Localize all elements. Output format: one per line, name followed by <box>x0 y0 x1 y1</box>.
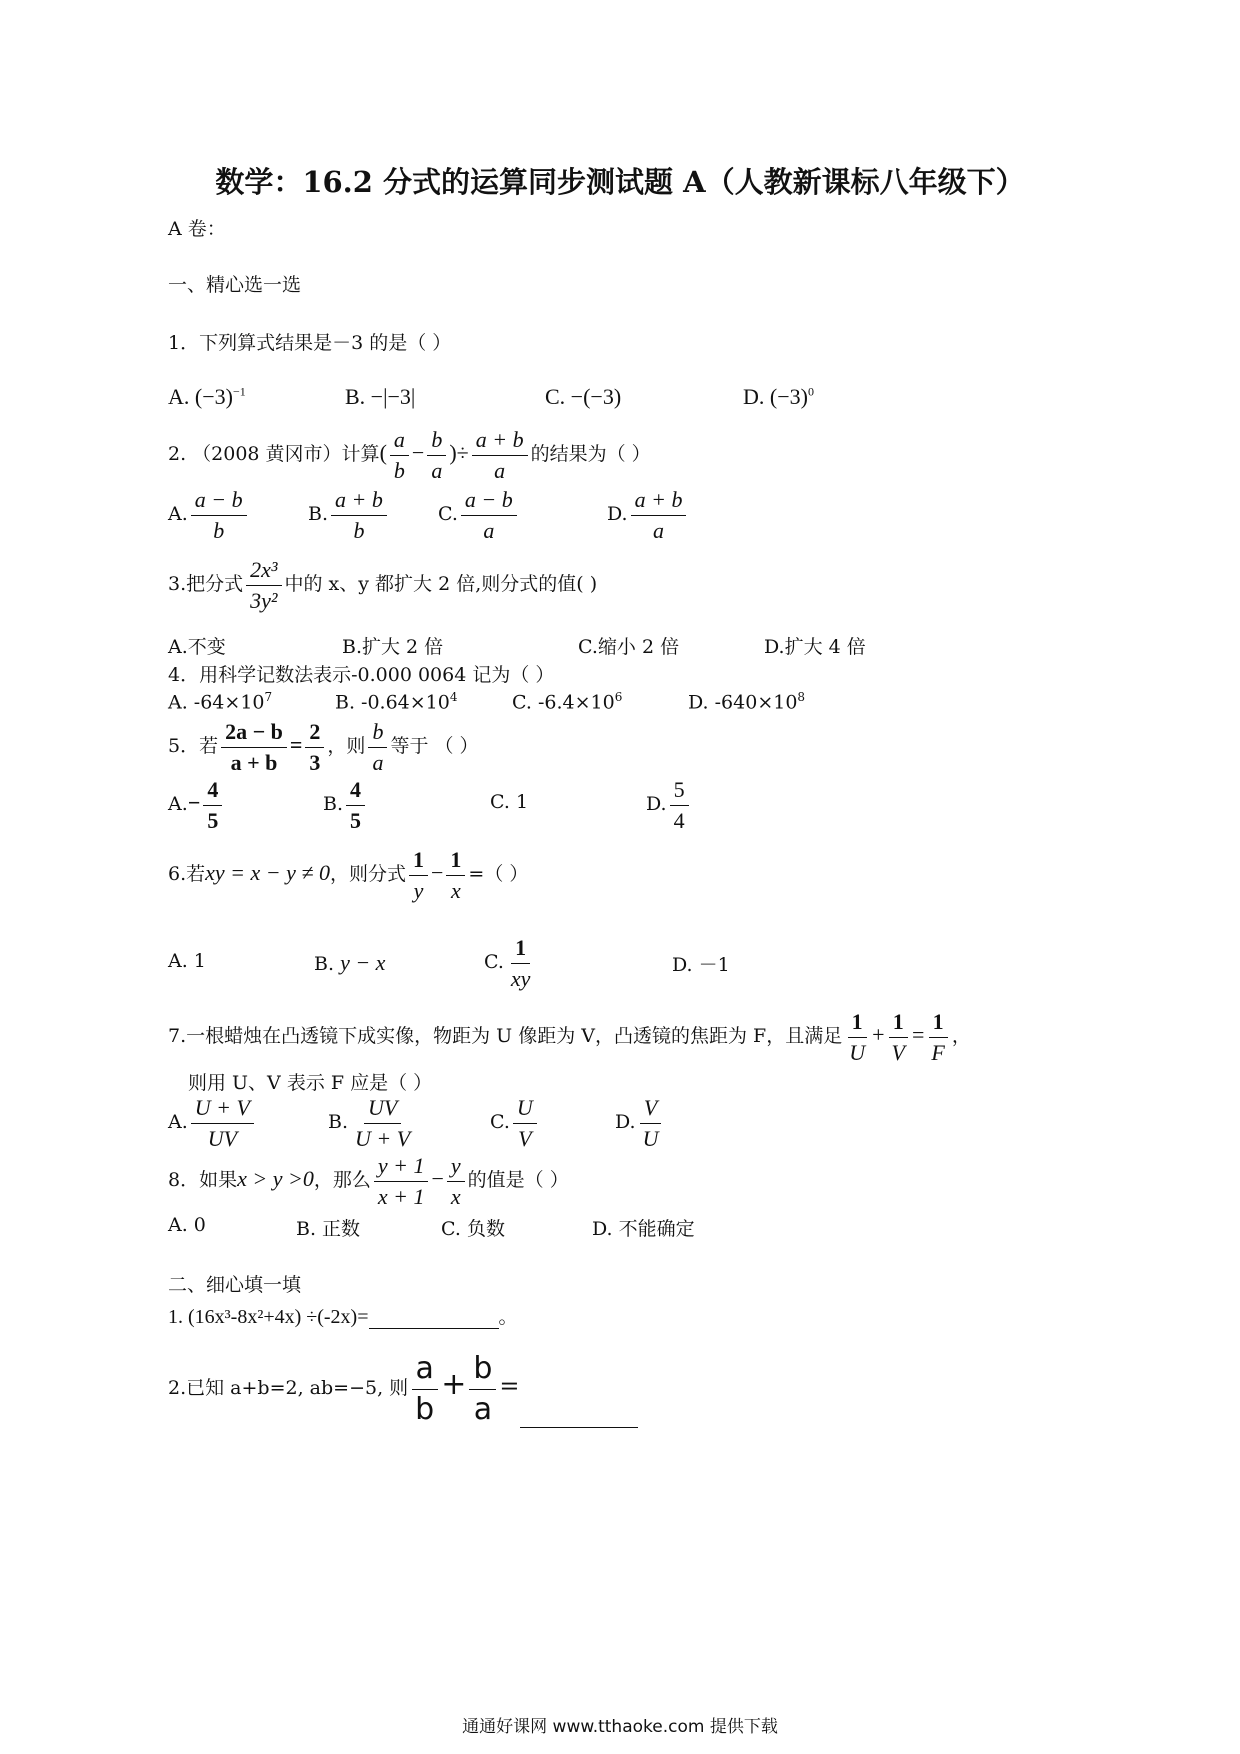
page-title: 数学：16.2 分式的运算同步测试题 A（人教新课标八年级下） <box>215 165 1025 199</box>
q4-option-b: B. $-0.64\times 10^4$ <box>335 690 458 714</box>
q2-option-d: D. $\frac{a + b}{a}$ <box>607 486 689 544</box>
part2-heading: 二、细心填一填 <box>168 1274 302 1296</box>
q7-option-c: C. $\frac{U}{V}$ <box>490 1094 540 1152</box>
page-footer: 通通好课网 www.tthaoke.com 提供下载 <box>462 1717 778 1737</box>
q5-option-d: D. $\frac{5}{4}$ <box>646 776 692 834</box>
q7-stem: 7.一根蜡烛在凸透镜下成实像，物距为 U 像距为 V，凸透镜的焦距为 F，且满足 $\frac{1}{U}$ + $\frac{1}{V}$ = $\frac{1}{F}$ ， <box>168 1009 971 1065</box>
q8-stem: 8．如果x > y >0，那么 $\frac{y + 1}{x + 1}$ − $\frac{y}{x}$ 的值是（ ） <box>168 1153 569 1209</box>
q1-option-b: B. −|−3| <box>345 384 416 409</box>
q2-option-c: C. $\frac{a - b}{a}$ <box>438 486 520 544</box>
part1-heading: 一、精心选一选 <box>168 274 302 296</box>
q3-stem: 3.把分式 $\frac{\text{2x³}}{\text{3y²}}$ 中的 x、y 都扩大 2 倍,则分式的值( ) <box>168 557 598 613</box>
fill1: 1. (16x³-8x²+4x) ÷(-2x)= 。 <box>168 1306 518 1328</box>
q6-option-c: C. $\frac{1}{xy}$ <box>484 935 531 991</box>
q7-stem-line2: 则用 U、V 表示 F 应是（ ） <box>188 1072 433 1094</box>
q8-option-d: D. 不能确定 <box>592 1218 695 1240</box>
q5-stem: 5．若 $\frac{2a - b}{a + b}$ = $\frac{2}{3}$ ，则 $\frac{b}{a}$ 等于 （ ） <box>168 719 479 775</box>
q4-stem: 4．用科学记数法表示-0.000 0064 记为（ ） <box>168 664 555 686</box>
q6-option-a: A. 1 <box>168 950 206 972</box>
q5-option-a: A.− $\frac{4}{5}$ <box>168 776 225 834</box>
q3-option-d: D.扩大 4 倍 <box>764 636 866 658</box>
q3-option-a: A.不变 <box>168 636 226 658</box>
q2-fraction-1: $\frac{a}{b}$ <box>390 426 409 484</box>
q7-option-a: A. $\frac{U + V}{UV}$ <box>168 1094 257 1152</box>
q2-stem: 2. （2008 黄冈市）计算( $\frac{a}{b}$ − $\frac{b}{a}$ )÷ $\frac{a + b}{a}$ 的结果为（ ） <box>168 427 651 483</box>
q8-option-c: C. 负数 <box>441 1218 505 1240</box>
q2-fraction-3: $\frac{a + b}{a}$ <box>472 426 528 484</box>
q4-option-a: A. $-64\times 10^7$ <box>168 690 273 714</box>
q1-stem: 1．下列算式结果是－3 的是（ ） <box>168 332 452 354</box>
q6-stem: 6.若xy = x − y ≠ 0，则分式 $\frac{1}{y}$ − $\frac{1}{x}$ =（ ） <box>168 847 529 903</box>
q6-option-d: D. －1 <box>672 954 730 976</box>
q1-option-d: D. $(-3)^0$ <box>743 384 814 409</box>
q4-option-c: C. $-6.4\times 10^6$ <box>512 690 623 714</box>
q5-option-c: C. 1 <box>490 791 529 813</box>
fill1-answer-blank[interactable] <box>369 1308 499 1329</box>
q8-option-a: A. 0 <box>168 1214 206 1236</box>
q2-option-a: A. $\frac{a - b}{b}$ <box>168 486 250 544</box>
q7-option-b: B. $\frac{UV}{U + V}$ <box>328 1095 411 1151</box>
q2-option-b: B. $\frac{a + b}{b}$ <box>308 486 390 544</box>
q5-option-b: B. $\frac{4}{5}$ <box>323 776 368 834</box>
fill2-answer-blank[interactable] <box>520 1407 638 1428</box>
q1-option-c: C. −(−3) <box>545 384 622 409</box>
q8-option-b: B. 正数 <box>296 1218 361 1240</box>
q6-option-b: B. y − x <box>314 950 386 975</box>
q2-fraction-2: $\frac{b}{a}$ <box>427 426 446 484</box>
q1-option-a: A. $(-3)^{-1}$ <box>168 384 246 409</box>
q4-option-d: D. $-640\times 10^8$ <box>688 690 806 714</box>
q7-option-d: D. $\frac{V}{U}$ <box>615 1094 666 1152</box>
fill2: 2.已知 a+b=2, ab=−5, 则 $\frac{a}{b}$ + $\frac{b}{a}$ = <box>168 1350 638 1428</box>
q3-option-b: B.扩大 2 倍 <box>342 636 444 658</box>
section-a-label: A 卷： <box>168 218 226 240</box>
q3-option-c: C.缩小 2 倍 <box>578 636 680 658</box>
